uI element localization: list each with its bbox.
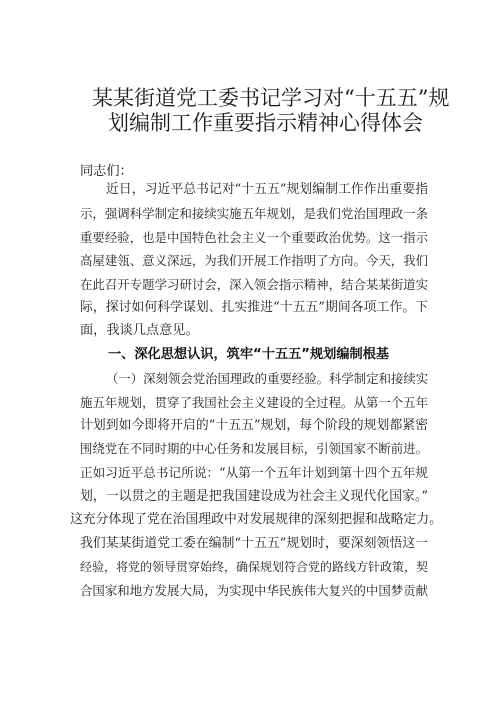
body-line: 合国家和地方发展大局，为实现中华民族伟大复兴的中国梦贡献 <box>80 583 428 598</box>
intro-line: 近日，习近平总书记对“十五五”规划编制工作作出重要指 <box>106 182 428 197</box>
salutation: 同志们： <box>80 164 133 179</box>
intro-line: 在此召开专题学习研讨会，深入领会指示精神，结合某某街道实 <box>80 277 428 292</box>
body-line: 经验，将党的领导贯穿始终，确保规划符合党的路线方针政策，契 <box>80 560 429 574</box>
body-line: 计划到如今即将开启的“十五五”规划，每个阶段的规划都紧密 <box>80 418 428 433</box>
body-line: 划，一以贯之的主题是把我国建设成为社会主义现代化国家。” <box>80 489 428 504</box>
body-line: 围绕党在不同时期的中心任务和发展目标，引领国家不断前进。 <box>80 441 428 456</box>
body-line: 正如习近平总书记所说：“从第一个五年计划到第十四个五年规 <box>80 465 428 480</box>
body-line: 施五年规划，贯穿了我国社会主义建设的全过程。从第一个五年 <box>80 395 428 410</box>
document-title-line-1: 某某街道党工委书记学习对“十五五”规 <box>92 86 450 110</box>
intro-line: 际，探讨如何科学谋划、扎实推进“十五五”期间各项工作。下 <box>80 300 428 315</box>
section-heading: 一、深化思想认识，筑牢“十五五”规划编制根基 <box>108 347 390 362</box>
intro-line: 高屋建瓴、意义深远，为我们开展工作指明了方向。今天，我们 <box>80 253 428 268</box>
body-line: 这充分体现了党在治国理政中对发展规律的深刻把握和战略定力。 <box>70 512 442 527</box>
document-title-line-2: 划编制工作重要指示精神心得体会 <box>108 111 423 135</box>
body-line: 我们某某街道党工委在编制“十五五”规划时，要深刻领悟这一 <box>80 536 428 551</box>
intro-line: 重要经验，也是中国特色社会主义一个重要政治优势。这一指示 <box>80 230 428 245</box>
intro-line: 面，我谈几点意见。 <box>80 323 199 338</box>
intro-line: 示，强调科学制定和接续实施五年规划，是我们党治国理政一条 <box>80 206 428 221</box>
body-line: （一）深刻领会党治国理政的重要经验。科学制定和接续实 <box>106 371 429 386</box>
